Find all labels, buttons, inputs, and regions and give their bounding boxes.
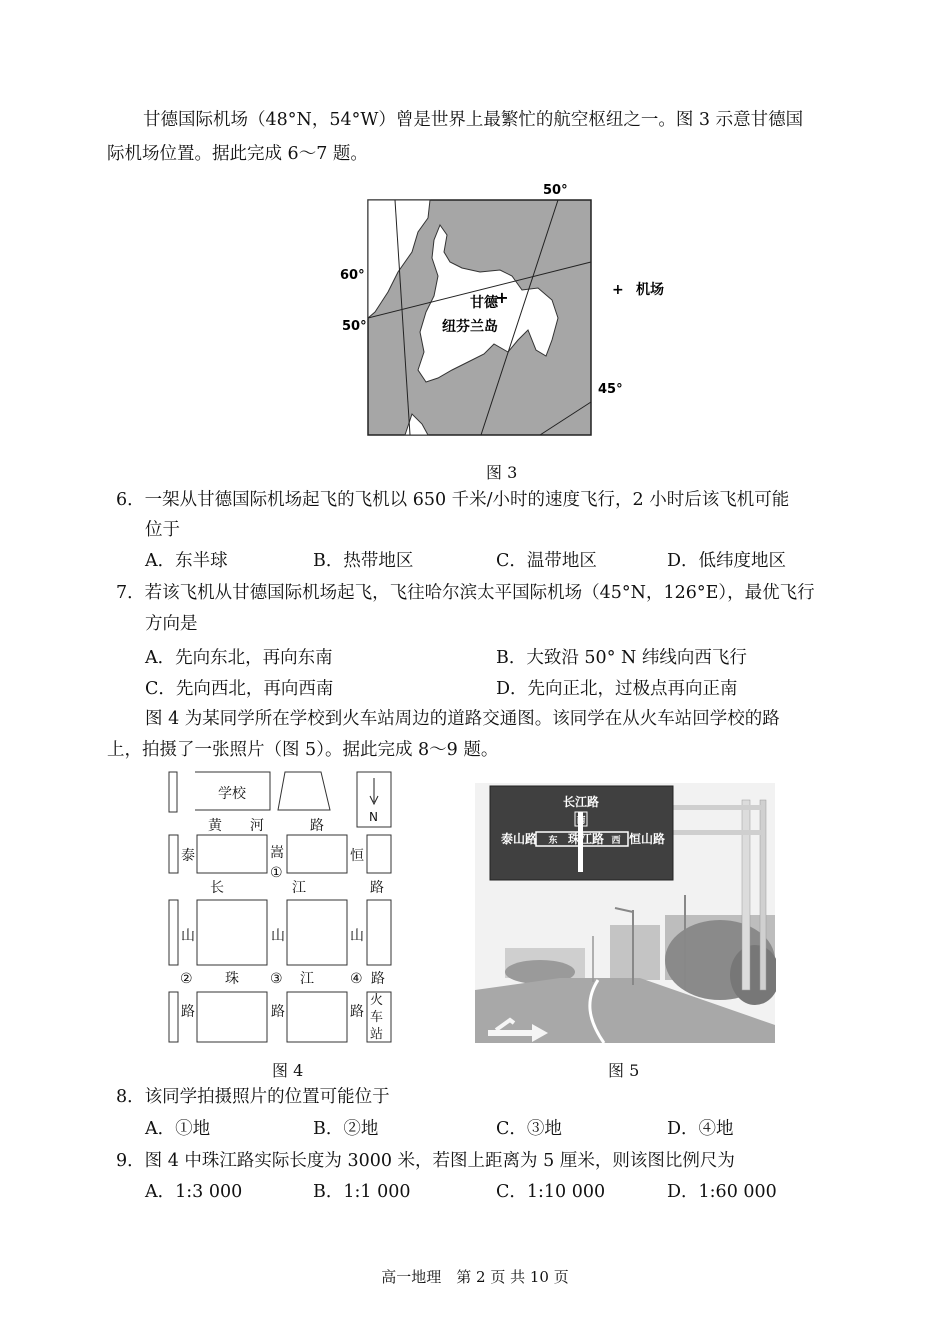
q7-stem-line2: 方向是	[145, 614, 198, 634]
huanghe-1: 黄	[208, 818, 222, 834]
q7-option-a[interactable]: A．先向东北，再向东南	[145, 648, 333, 668]
label-newfoundland: 纽芬兰岛	[442, 319, 498, 335]
changjiang-3: 路	[370, 880, 384, 896]
label-school: 学校	[218, 786, 246, 802]
changjiang-2: 江	[292, 880, 306, 896]
sign-east: 东	[548, 836, 558, 846]
sign-south: 南	[576, 816, 586, 826]
hengshan-3: 路	[350, 1004, 364, 1020]
airport-marker-icon: +	[495, 288, 509, 307]
marker-1: ①	[270, 865, 283, 881]
taishan-2: 山	[181, 928, 195, 944]
page-footer: 高一地理 第 2 页 共 10 页	[381, 1268, 569, 1286]
taishan-1: 泰	[181, 848, 195, 864]
label-45: 45°	[598, 382, 623, 397]
q8-option-d[interactable]: D．④地	[667, 1119, 734, 1139]
marker-2: ②	[180, 971, 193, 987]
q7-option-c[interactable]: C．先向西北，再向西南	[145, 679, 334, 699]
label-50-top: 50°	[543, 183, 568, 198]
building-center	[610, 925, 660, 980]
hengshan-1: 恒	[350, 848, 364, 864]
q7-stem-line1: 7．若该飞机从甘德国际机场起飞，飞往哈尔滨太平国际机场（45°N，126°E），最优飞行	[116, 583, 815, 603]
label-60: 60°	[340, 268, 365, 283]
intro1-line2: 际机场位置。据此完成 6～7 题。	[107, 144, 368, 164]
label-50-left: 50°	[342, 319, 367, 334]
q8-option-c[interactable]: C．③地	[496, 1119, 562, 1139]
q6-stem-line1: 6．一架从甘德国际机场起飞的飞机以 650 千米/小时的速度飞行，2 小时后该飞机可能	[116, 490, 790, 510]
q6-option-d[interactable]: D．低纬度地区	[667, 551, 787, 571]
figure-4-caption: 图 4	[272, 1061, 304, 1080]
q8-stem: 8．该同学拍摄照片的位置可能位于	[116, 1087, 390, 1107]
zhujiang-3: 路	[371, 971, 385, 987]
label-gander: 甘德	[470, 295, 498, 311]
q6-stem-line2: 位于	[145, 520, 180, 540]
q6-option-c[interactable]: C．温带地区	[496, 551, 597, 571]
taishan-3: 路	[181, 1004, 195, 1020]
q9-option-a[interactable]: A．1:3 000	[145, 1182, 243, 1202]
q7-option-d[interactable]: D．先向正北，过极点再向正南	[496, 679, 738, 699]
q8-option-b[interactable]: B．②地	[313, 1119, 379, 1139]
station-3: 站	[370, 1027, 384, 1042]
marker-4: ④	[350, 971, 363, 987]
legend-airport-label: 机场	[636, 282, 664, 298]
hengshan-2: 山	[350, 928, 364, 944]
sign-pole	[742, 800, 750, 990]
songshan-3: 路	[271, 1004, 285, 1020]
q9-option-b[interactable]: B．1:1 000	[313, 1182, 411, 1202]
station-2: 车	[370, 1010, 384, 1025]
songshan-2: 山	[271, 928, 285, 944]
figure-3-map	[330, 178, 690, 440]
marker-3: ③	[270, 971, 283, 987]
legend-airport-icon: +	[612, 282, 624, 298]
intro2-line1: 图 4 为某同学所在学校到火车站周边的道路交通图。该同学在从火车站回学校的路	[145, 709, 780, 729]
sign-west: 西	[611, 836, 621, 846]
q6-option-a[interactable]: A．东半球	[145, 551, 228, 571]
zhujiang-1: 珠	[225, 971, 239, 987]
q6-option-b[interactable]: B．热带地区	[313, 551, 414, 571]
label-north: N	[369, 810, 378, 824]
sign-taishan: 泰山路	[500, 832, 538, 846]
city-blocks	[169, 772, 391, 1042]
q9-stem: 9．图 4 中珠江路实际长度为 3000 米，若图上距离为 5 厘米，则该图比例尺为	[116, 1151, 735, 1171]
figure-5-photo	[474, 782, 776, 1044]
zhujiang-2: 江	[300, 971, 314, 987]
figure-4-road-map	[165, 768, 395, 1048]
sign-hengshan: 恒山路	[628, 832, 666, 846]
figure-3-caption: 图 3	[486, 463, 518, 482]
q9-option-c[interactable]: C．1:10 000	[496, 1182, 606, 1202]
songshan-1: 嵩	[270, 845, 284, 861]
huanghe-2: 河	[250, 818, 264, 834]
huanghe-3: 路	[310, 818, 324, 834]
q7-option-b[interactable]: B．大致沿 50° N 纬线向西飞行	[496, 648, 747, 668]
sign-changjiang: 长江路	[562, 795, 600, 809]
q9-option-d[interactable]: D．1:60 000	[667, 1182, 777, 1202]
intro1-line1: 甘德国际机场（48°N，54°W）曾是世界上最繁忙的航空枢纽之一。图 3 示意甘德国	[143, 110, 804, 130]
figure-5-caption: 图 5	[608, 1061, 640, 1080]
q8-option-a[interactable]: A．①地	[145, 1119, 211, 1139]
changjiang-1: 长	[210, 880, 224, 896]
sign-zhujiang: 珠江路	[567, 832, 605, 846]
station-1: 火	[370, 993, 384, 1008]
intro2-line2: 上，拍摄了一张照片（图 5）。据此完成 8～9 题。	[107, 740, 499, 760]
